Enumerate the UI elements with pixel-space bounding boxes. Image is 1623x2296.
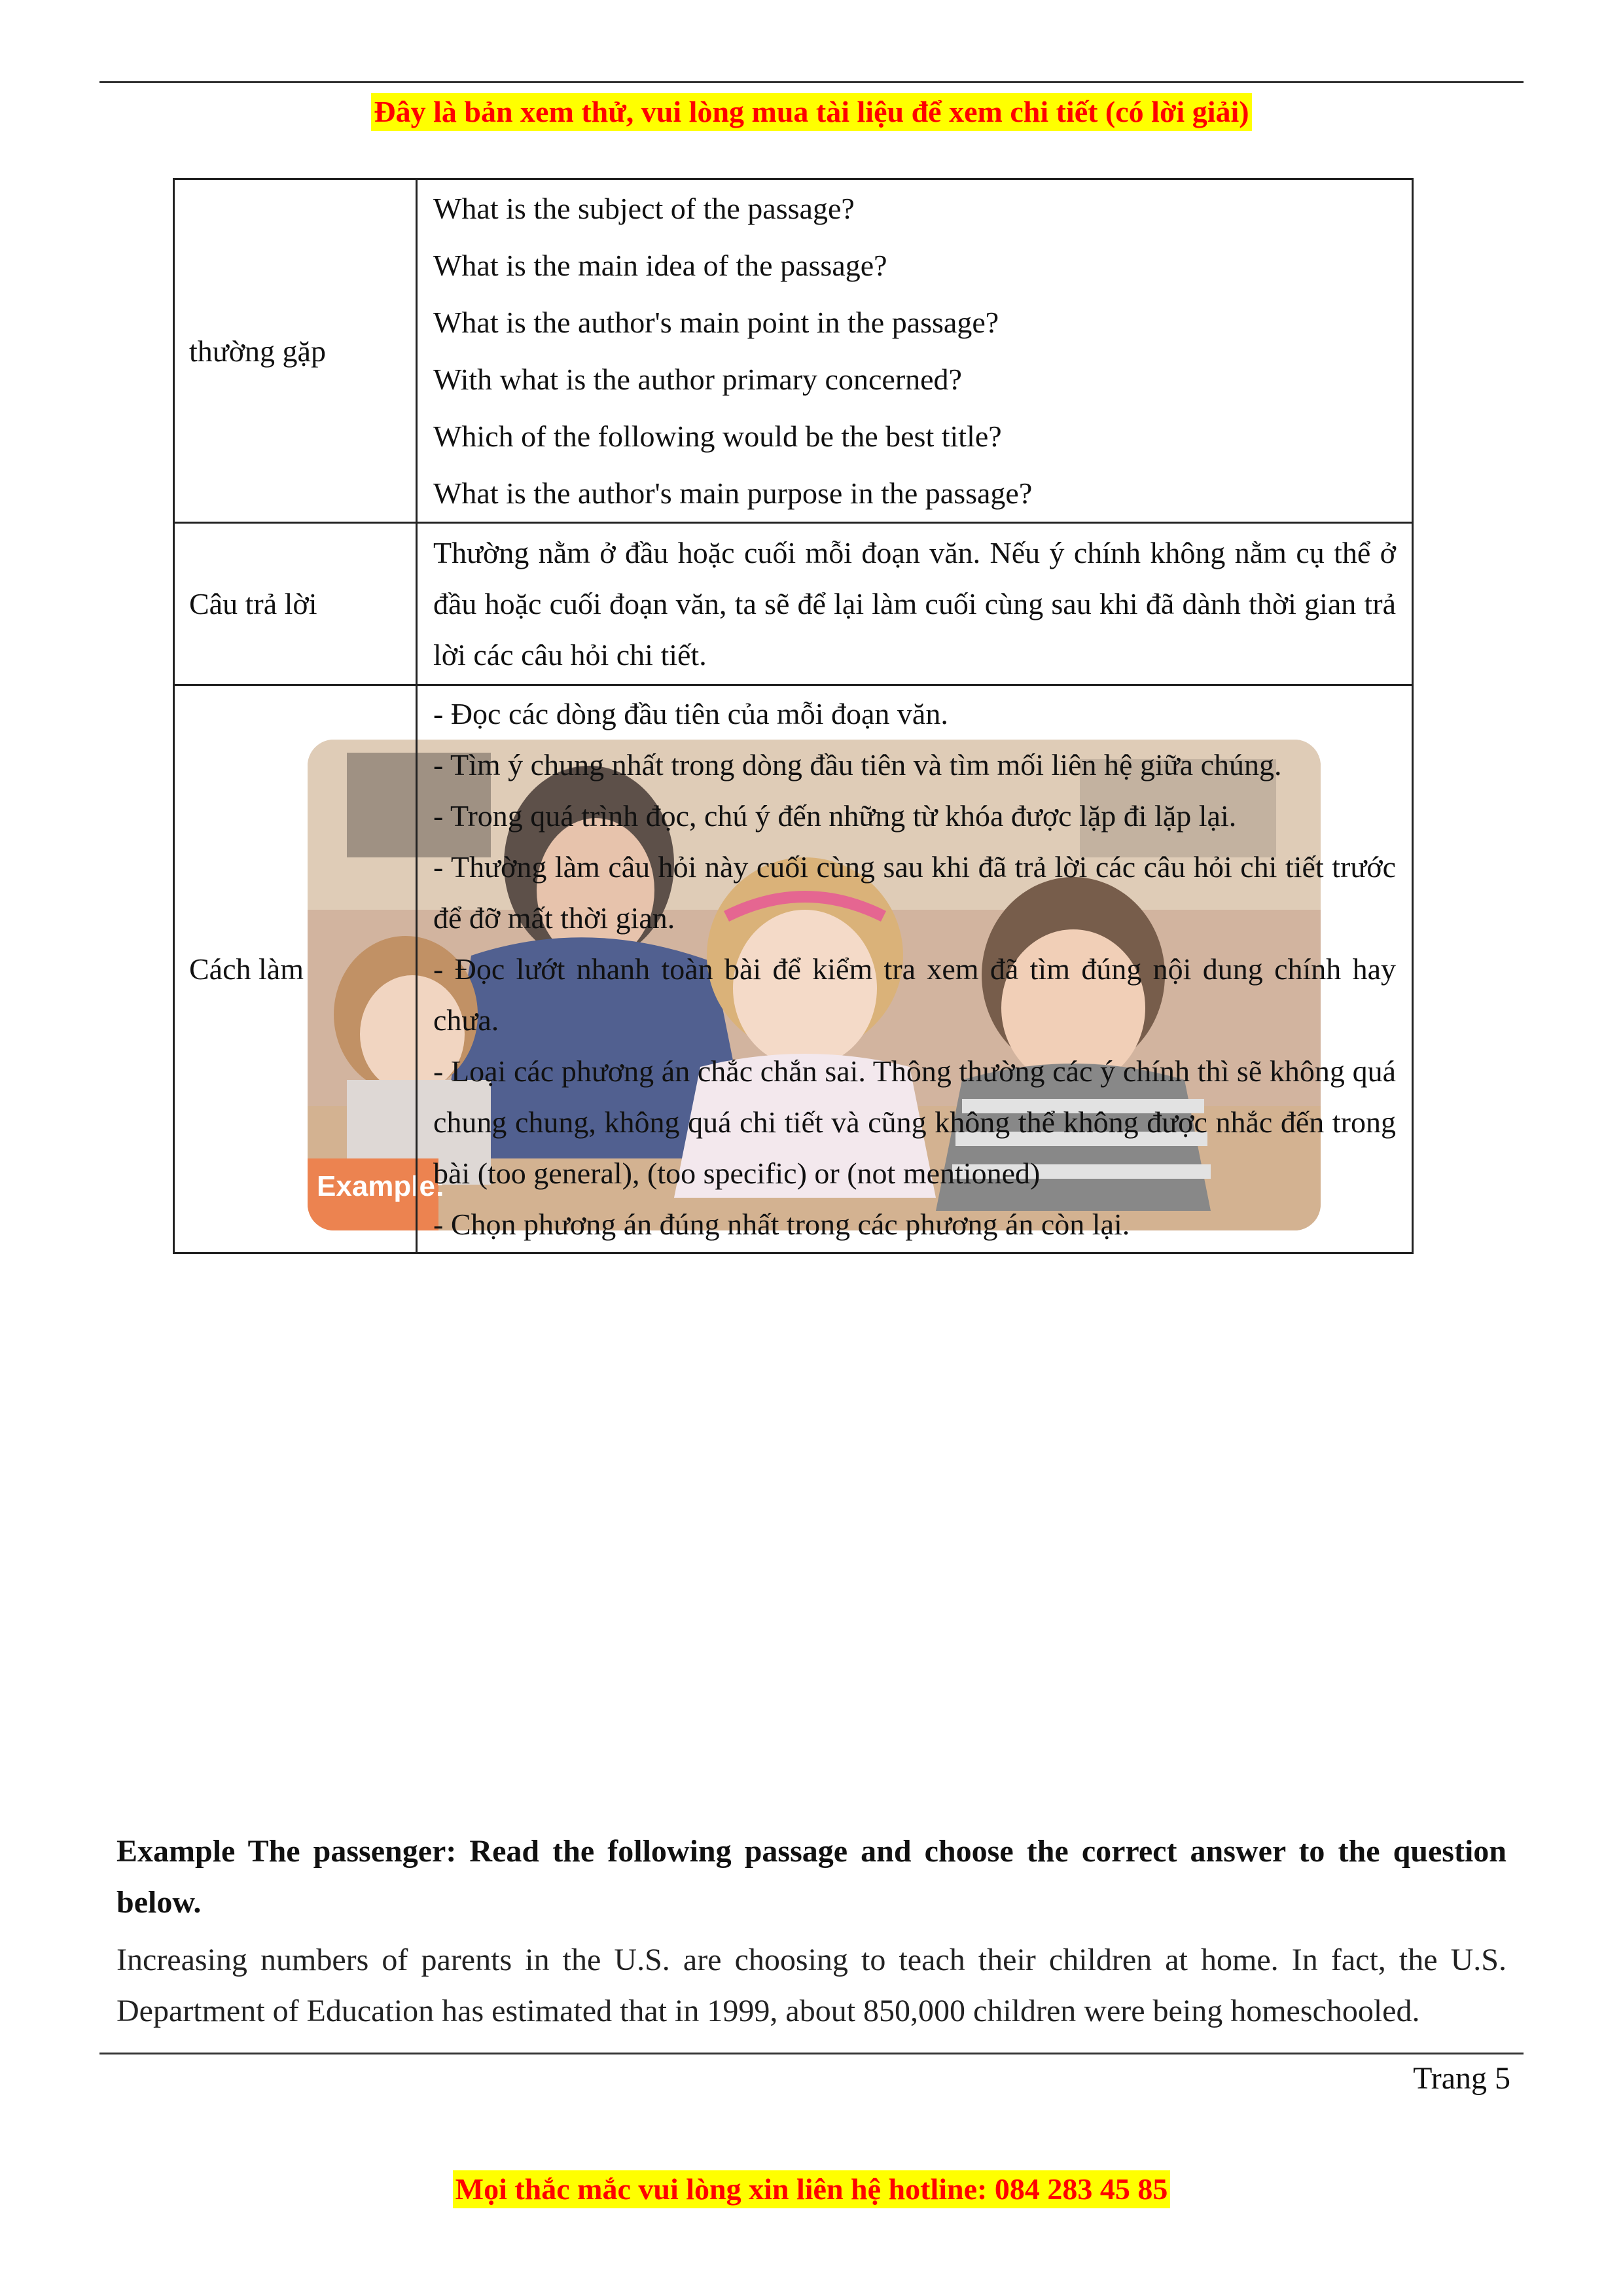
answer-text: Thường nằm ở đầu hoặc cuối mỗi đoạn văn. Nếu ý chính không nằm cụ thể ở đầu hoặc cuối đoạn văn, ta sẽ để lại làm cuối cùng sau khi đã dành thời gian trả lời các câu hỏi chi tiết. — [417, 523, 1413, 685]
list-item: What is the author's main point in the passage? — [433, 306, 999, 339]
photo-caption: Example: — [317, 1170, 445, 1202]
preview-banner-wrap — [0, 93, 1623, 131]
list-item: What is the author's main purpose in the passage? — [433, 476, 1033, 510]
hotline-banner: Mọi thắc mắc vui lòng xin liên hệ hotline: 084 283 45 85 — [453, 2170, 1171, 2208]
list-item: - Tìm ý chung nhất trong dòng đầu tiên và tìm mối liên hệ giữa chúng. — [433, 747, 1282, 781]
method-table — [173, 178, 1414, 1254]
list-item: - Trong quá trình đọc, chú ý đến những từ khóa được lặp đi lặp lại. — [433, 798, 1237, 833]
bottom-rule — [99, 2053, 1524, 2054]
hotline-banner-wrap — [0, 2170, 1623, 2208]
page-number: Trang 5 — [1413, 2061, 1510, 2096]
list-item: What is the main idea of the passage? — [433, 249, 887, 282]
list-item: - Đọc lướt nhanh toàn bài để kiểm tra xem đã tìm đúng nội dung chính hay chưa. — [433, 952, 1396, 1037]
example-heading: Example The passenger: Read the following passage and choose the correct answer to the question below. — [116, 1834, 1507, 1920]
top-rule — [99, 81, 1524, 83]
list-item: With what is the author primary concerned? — [433, 363, 962, 396]
table-row — [174, 523, 1413, 685]
list-item: - Chọn phương án đúng nhất trong các phương án còn lại. — [433, 1207, 1130, 1241]
row-label: thường gặp — [174, 179, 417, 523]
list-item: What is the subject of the passage? — [433, 192, 855, 225]
preview-banner: Đây là bản xem thử, vui lòng mua tài liệu để xem chi tiết (có lời giải) — [371, 93, 1251, 131]
list-item: - Đọc các dòng đầu tiên của mỗi đoạn văn. — [433, 696, 948, 730]
passage-text: Increasing numbers of parents in the U.S. are choosing to teach their children at home. In fact, the U.S. Department of Education has estimated that in 1999, about 850,000 children were being homeschooled. — [116, 1943, 1507, 2028]
steps-list — [417, 685, 1413, 1253]
table-row — [174, 685, 1413, 1253]
question-list — [417, 179, 1413, 523]
row-label: Câu trả lời — [174, 523, 417, 685]
list-item: - Thường làm câu hỏi này cuối cùng sau khi đã trả lời các câu hỏi chi tiết trước để đỡ mất thời gian. — [433, 850, 1396, 935]
table-row — [174, 179, 1413, 523]
list-item: Which of the following would be the best title? — [433, 420, 1002, 453]
row-label: Cách làm — [174, 685, 417, 1253]
list-item: - Loại các phương án chắc chắn sai. Thông thường các ý chính thì sẽ không quá chung chung, không quá chi tiết và cũng không thể không được nhắc đến trong bài (too general), (too specific) or (not mentioned) — [433, 1054, 1396, 1190]
